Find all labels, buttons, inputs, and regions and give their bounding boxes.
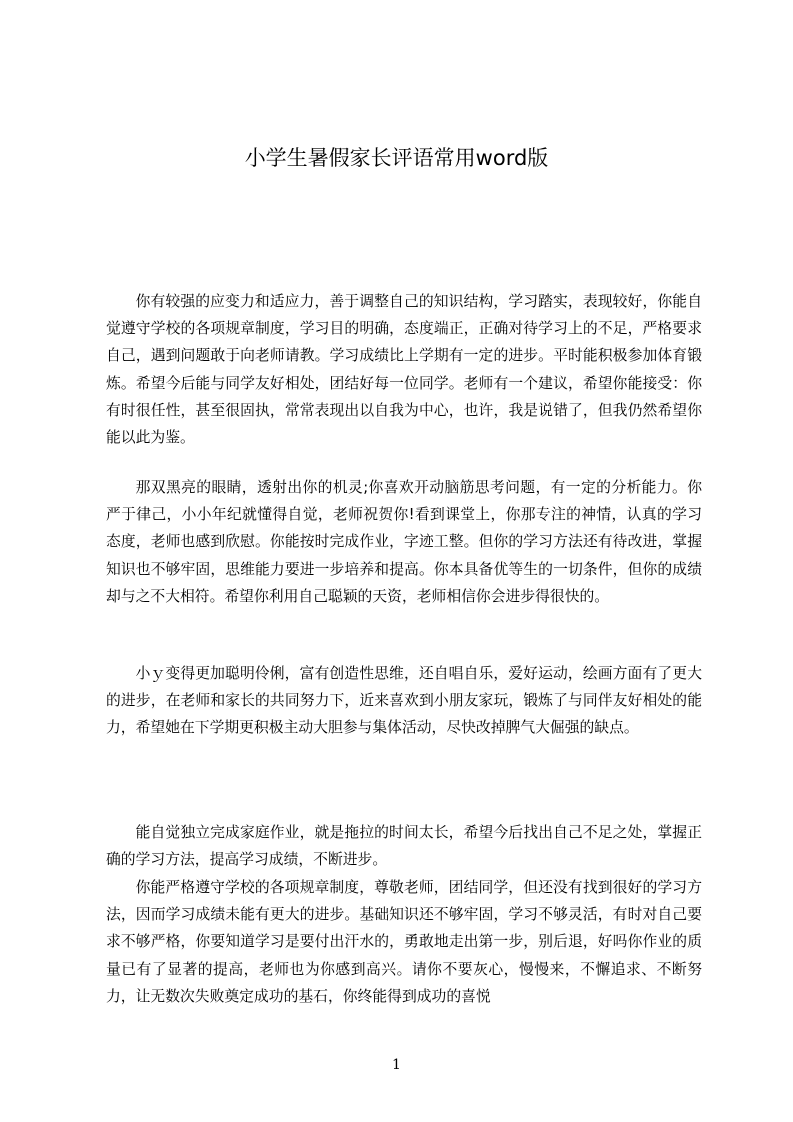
paragraph-5: 你能严格遵守学校的各项规章制度，尊敬老师，团结同学，但还没有找到很好的学习方法，因而学习成绩未能有更大的进步。基础知识还不够牢固，学习不够灵活，有时对自己要求不够严格，你要知道学习是要付出汗水的，勇敢地走出第一步，别后退，好吗你作业的质量已有了显著的提高，老师也为你感到高兴。请你不要灰心，慢慢来，不懈追求、不断努力，让无数次失败奠定成功的基石，你终能得到成功的喜悦	[106, 879, 702, 1005]
document-title: 小学生暑假家长评语常用word版	[244, 146, 549, 170]
paragraph-4: 能自觉独立完成家庭作业，就是拖拉的时间太长，希望今后找出自己不足之处，掌握正确的学习方法，提高学习成绩，不断进步。	[106, 824, 702, 869]
paragraph-1: 你有较强的应变力和适应力，善于调整自己的知识结构，学习踏实，表现较好，你能自觉遵守学校的各项规章制度，学习目的明确，态度端正，正确对待学习上的不足，严格要求自己，遇到问题敢于向老师请教。学习成绩比上学期有一定的进步。平时能积极参加体育锻炼。希望今后能与同学友好相处，团结好每一位同学。老师有一个建议，希望你能接受：你有时很任性，甚至很固执，常常表现出以自我为中心，也许，我是说错了，但我仍然希望你能以此为鉴。	[106, 293, 702, 447]
paragraph-3: 小ｙ变得更加聪明伶俐，富有创造性思维，还自唱自乐，爱好运动，绘画方面有了更大的进步，在老师和家长的共同努力下，近来喜欢到小朋友家玩，锻炼了与同伴友好相处的能力，希望她在下学期更积极主动大胆参与集体活动，尽快改掉脾气大倔强的缺点。	[106, 665, 702, 737]
paragraph-2: 那双黑亮的眼睛，透射出你的机灵;你喜欢开动脑筋思考问题，有一定的分析能力。你严于律己，小小年纪就懂得自觉，老师祝贺你!看到课堂上，你那专注的神情，认真的学习态度，老师也感到欣慰。你能按时完成作业，字迹工整。但你的学习方法还有待改进，掌握知识也不够牢固，思维能力要进一步培养和提高。你本具备优等生的一切条件，但你的成绩却与之不大相符。希望你利用自己聪颖的天资，老师相信你会进步得很快的。	[106, 479, 702, 605]
page-number: 1	[392, 1057, 401, 1073]
